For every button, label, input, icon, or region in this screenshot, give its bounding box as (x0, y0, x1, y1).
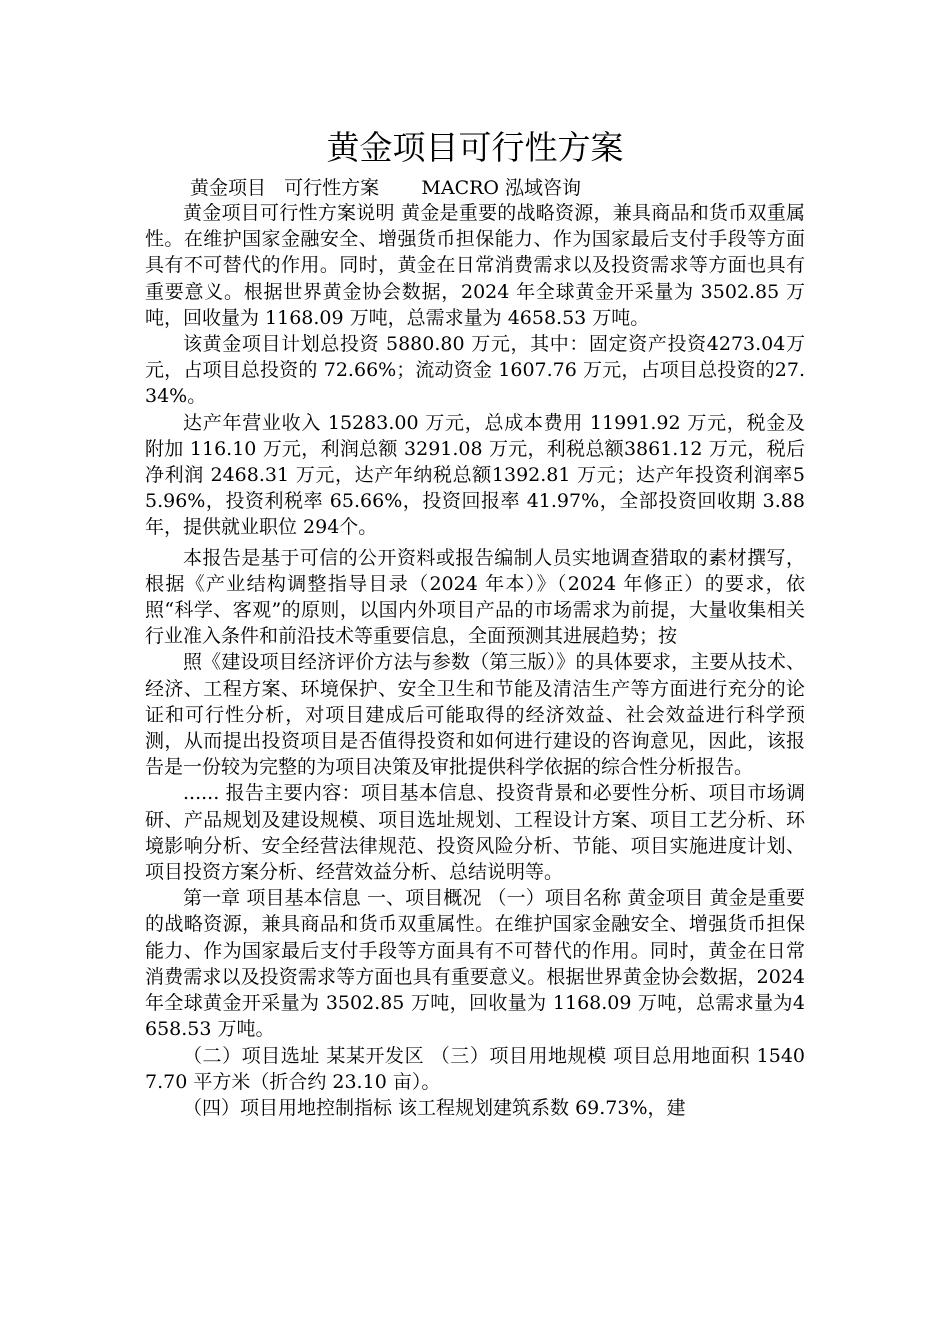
document-title: 黄金项目可行性方案 (326, 128, 624, 167)
paragraph: 达产年营业收入 15283.00 万元，总成本费用 11991.92 万元，税金及附加 116.10 万元，利润总额 3291.08 万元，利税总额3861.12 万元，税后净利润 2468.31 万元，达产年纳税总额1392.81 万元；达产年投资利润率55.96%，投资利税率 65.66%，投资回报率 41.97%，全部投资回收期 3.88年，提供就业职位 294个。 (145, 411, 805, 539)
paragraph: （二）项目选址 某某开发区 （三）项目用地规模 项目总用地面积 15407.70 平方米（折合约 23.10 亩）。 (145, 1044, 805, 1093)
paragraph: ...... 报告主要内容：项目基本信息、投资背景和必要性分析、项目市场调研、产品规划及建设规模、项目选址规划、工程设计方案、项目工艺分析、环境影响分析、安全经营法律规范、投资风险分析、节能、项目实施进度计划、项目投资方案分析、经营效益分析、总结说明等。 (145, 782, 805, 884)
paragraph: 该黄金项目计划总投资 5880.80 万元，其中：固定资产投资4273.04万元，占项目总投资的 72.66%；流动资金 1607.76 万元，占项目总投资的27.34%。 (145, 333, 805, 408)
paragraph: 照《建设项目经济评价方法与参数（第三版）》的具体要求，主要从技术、经济、工程方案、环境保护、安全卫生和节能及清洁生产等方面进行充分的论证和可行性分析，对项目建成后可能取得的经济效益、社会效益进行科学预测，从而提出投资项目是否值得投资和如何进行建设的咨询意见，因此，该报告是一份较为完整的为项目决策及审批提供科学依据的综合性分析报告。 (145, 651, 805, 779)
paragraph: （四）项目用地控制指标 该工程规划建筑系数 69.73%，建 (183, 1096, 686, 1119)
document-body (145, 200, 805, 1121)
paragraph: 黄金项目可行性方案说明 黄金是重要的战略资源，兼具商品和货币双重属性。在维护国家金融安全、增强货币担保能力、作为国家最后支付手段等方面具有不可替代的作用。同时，黄金在日常消费需求以及投资需求等方面也具有重要意义。根据世界黄金协会数据，2024 年全球黄金开采量为 3502.85 万吨，回收量为 1168.09 万吨，总需求量为 4658.53 万吨。 (145, 202, 805, 329)
document-subtitle: 黄金项目 可行性方案 MACRO 泓域咨询 (190, 177, 582, 199)
paragraph: 本报告是基于可信的公开资料或报告编制人员实地调查猎取的素材撰写，根据《产业结构调整指导目录（2024 年本）》（2024 年修正）的要求，依照“科学、客观”的原则，以国内外项目产品的市场需求为前提，大量收集相关行业准入条件和前沿技术等重要信息，全面预测其进展趋势；按 (145, 546, 805, 648)
paragraph: 第一章 项目基本信息 一、项目概况 （一）项目名称 黄金项目 黄金是重要的战略资源，兼具商品和货币双重属性。在维护国家金融安全、增强货币担保能力、作为国家最后支付手段等方面具有不可替代的作用。同时，黄金在日常消费需求以及投资需求等方面也具有重要意义。根据世界黄金协会数据，2024 年全球黄金开采量为 3502.85 万吨，回收量为 1168.09 万吨，总需求量为4658.53 万吨。 (145, 887, 805, 1041)
